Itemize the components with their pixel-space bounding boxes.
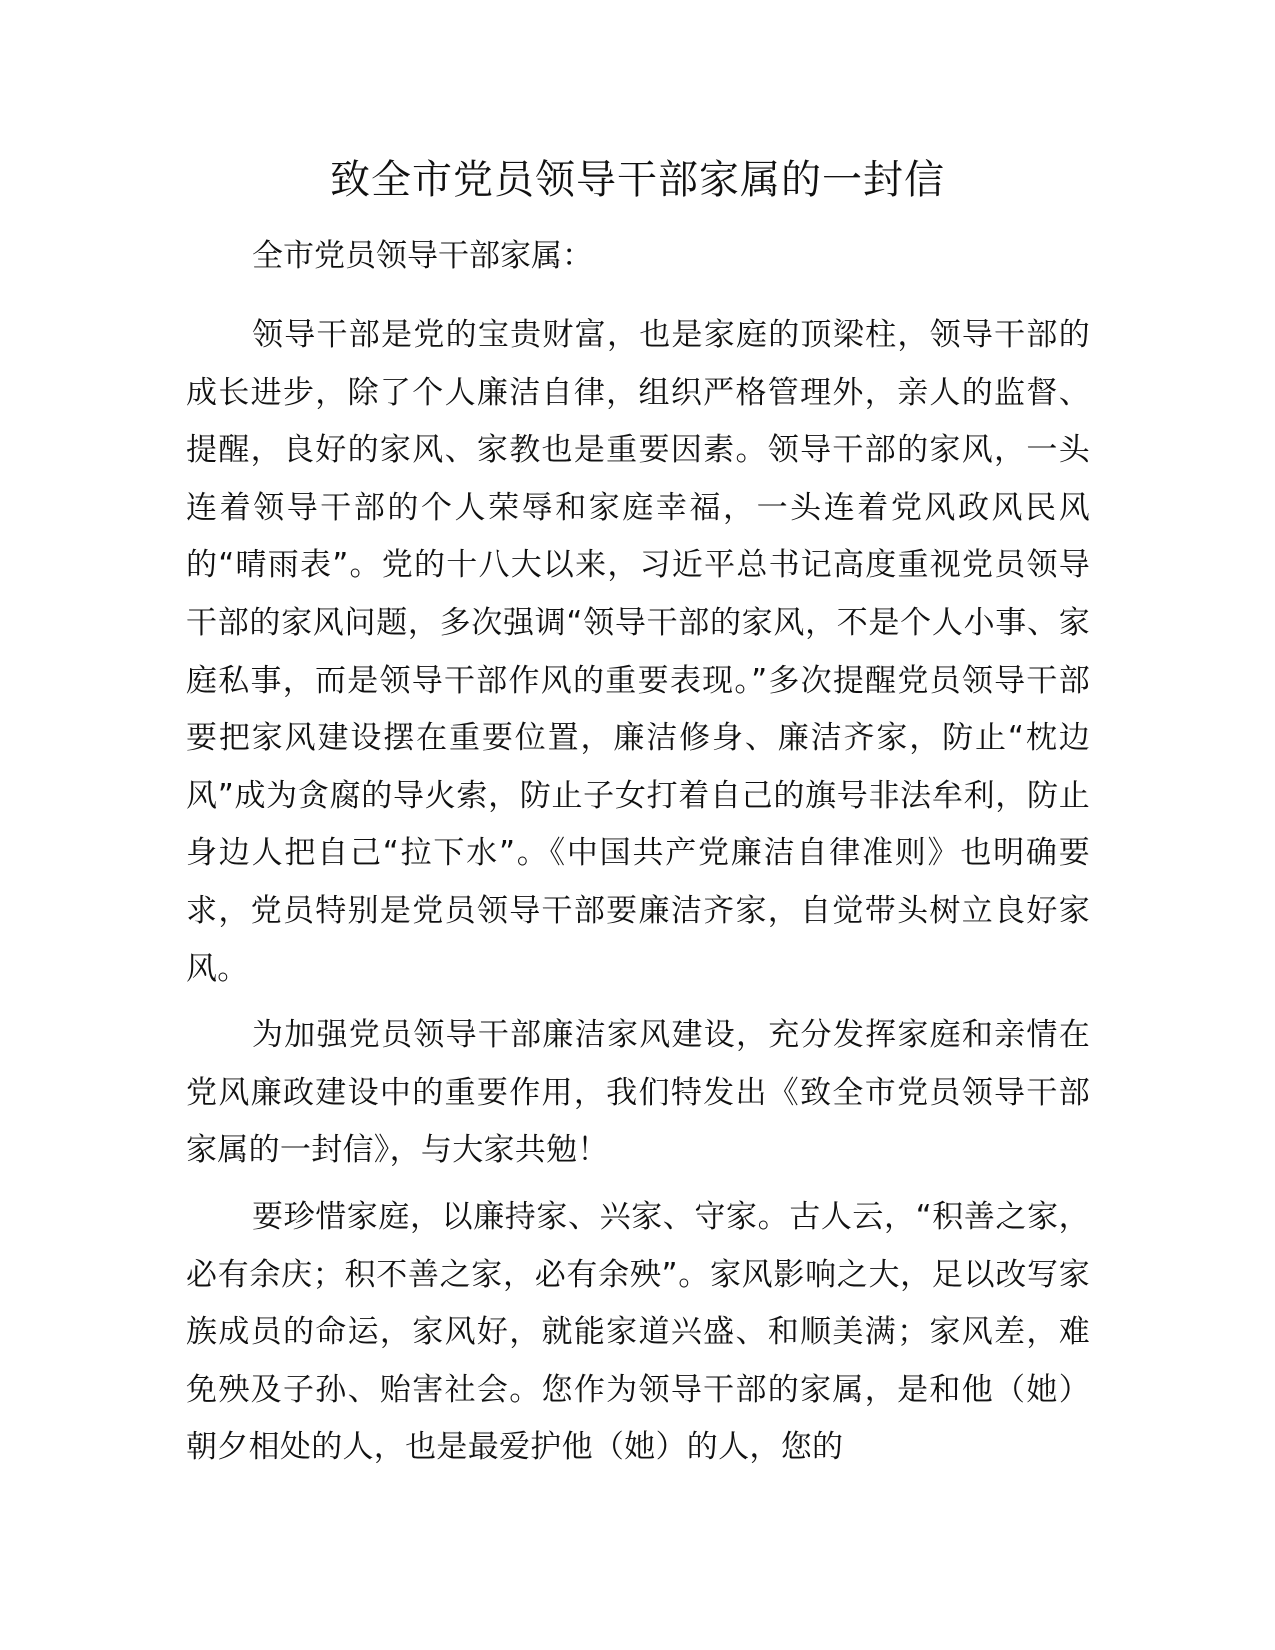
paragraph-1: 领导干部是党的宝贵财富，也是家庭的顶梁柱，领导干部的成长进步，除了个人廉洁自律，组织严格管理外，亲人的监督、提醒，良好的家风、家教也是重要因素。领导干部的家风，一头连着领导干部的个人荣辱和家庭幸福，一头连着党风政风民风的“晴雨表”。党的十八大以来，习近平总书记高度重视党员领导干部的家风问题，多次强调“领导干部的家风，不是个人小事、家庭私事，而是领导干部作风的重要表现。”多次提醒党员领导干部要把家风建设摆在重要位置，廉洁修身、廉洁齐家，防止“枕边风”成为贪腐的导火索，防止子女打着自己的旗号非法牟利，防止身边人把自己“拉下水”。《中国共产党廉洁自律准则》也明确要求，党员特别是党员领导干部要廉洁齐家，自觉带头树立良好家风。 [186, 317, 1090, 987]
paragraph-3: 要珍惜家庭，以廉持家、兴家、守家。古人云，“积善之家，必有余庆；积不善之家，必有余殃”。家风影响之大，足以改写家族成员的命运，家风好，就能家道兴盛、和顺美满；家风差，难免殃及子孙、贻害社会。您作为领导干部的家属，是和他（她）朝夕相处的人，也是最爱护他（她）的人，您的 [186, 1198, 1090, 1466]
document-body [186, 228, 1090, 1486]
document-title: 致全市党员领导干部家属的一封信 [330, 157, 945, 203]
salutation: 全市党员领导干部家属： [252, 238, 593, 274]
paragraph-2: 为加强党员领导干部廉洁家风建设，充分发挥家庭和亲情在党风廉政建设中的重要作用，我们特发出《致全市党员领导干部家属的一封信》，与大家共勉！ [186, 1017, 1090, 1169]
